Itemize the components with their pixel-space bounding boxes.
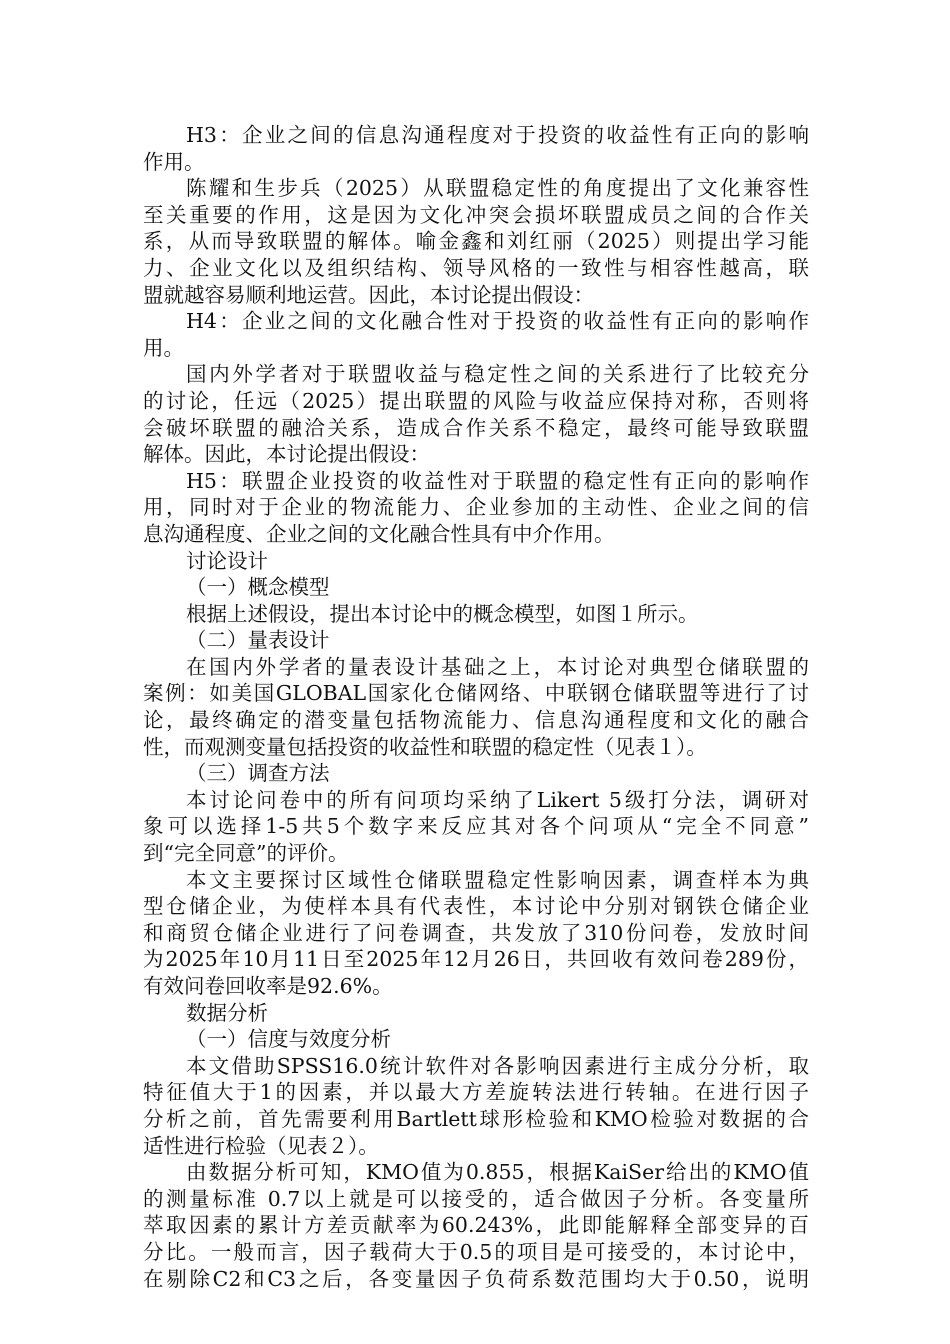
text-line: （一）信度与效度分析	[186, 1027, 391, 1052]
text-line: 象可以选择1-5共5个数字来反应其对各个问项从“完全不同意”	[143, 814, 809, 839]
text-line: 分比。一般而言，因子载荷大于0.5的项目是可接受的，本讨论中，	[143, 1239, 809, 1264]
text-line: 作用。	[143, 149, 205, 174]
text-line: 的测量标准 0.7以上就是可以接受的，适合做因子分析。各变量所	[143, 1186, 809, 1211]
document-body	[143, 122, 809, 1292]
text-line: H3：企业之间的信息沟通程度对于投资的收益性有正向的影响	[186, 123, 809, 147]
text-line: 息沟通程度、企业之间的文化融合性具有中介作用。	[143, 521, 615, 546]
text-line: H5：联盟企业投资的收益性对于联盟的稳定性有正向的影响作	[186, 468, 809, 493]
text-line: 由数据分析可知，KMO值为0.855，根据KaiSer给出的KMO值	[186, 1160, 809, 1185]
text-line: 适性进行检验（见表２）。	[143, 1133, 379, 1158]
text-line: 根据上述假设，提出本讨论中的概念模型，如图１所示。	[186, 601, 699, 626]
text-line: 论，最终确定的潜变量包括物流能力、信息沟通程度和文化的融合	[143, 708, 809, 733]
text-line: 讨论设计	[186, 548, 268, 573]
text-line: 特征值大于1的因素，并以最大方差旋转法进行转轴。在进行因子	[143, 1080, 809, 1105]
text-line: 本讨论问卷中的所有问项均采纳了Likert 5级打分法，调研对	[186, 787, 809, 812]
text-line: 力、企业文化以及组织结构、领导风格的一致性与相容性越高，联	[143, 255, 809, 280]
text-line: 本文借助SPSS16.0统计软件对各影响因素进行主成分分析，取	[186, 1053, 809, 1078]
text-line: 有效问卷回收率是92.6%。	[143, 974, 393, 998]
text-line: （二）量表设计	[186, 628, 330, 653]
text-line: H4：企业之间的文化融合性对于投资的收益性有正向的影响作	[186, 309, 809, 334]
text-line: 系，从而导致联盟的解体。喻金鑫和刘红丽（2025）则提出学习能	[143, 229, 809, 254]
text-line: 在剔除C2和C3之后，各变量因子负荷系数范围均大于0.50，说明	[143, 1266, 809, 1291]
text-line: 陈耀和生步兵（2025）从联盟稳定性的角度提出了文化兼容性	[186, 176, 809, 201]
text-line: 为2025年10月11日至2025年12月26日，共回收有效问卷289份，	[143, 947, 809, 972]
text-line: 用。	[143, 335, 184, 360]
text-line: 型仓储企业，为使样本具有代表性，本讨论中分别对钢铁仓储企业	[143, 894, 809, 919]
text-line: 到“完全同意”的评价。	[143, 841, 349, 866]
text-line: 性，而观测变量包括投资的收益性和联盟的稳定性（见表１）。	[143, 734, 707, 759]
text-line: 数据分析	[186, 1000, 268, 1025]
text-line: 会破坏联盟的融洽关系，造成合作关系不稳定，最终可能导致联盟	[143, 415, 809, 440]
text-line: （一）概念模型	[186, 575, 330, 600]
text-line: 分析之前，首先需要利用Bartlett球形检验和KMO检验对数据的合	[143, 1106, 809, 1131]
text-line: 本文主要探讨区域性仓储联盟稳定性影响因素，调查样本为典	[186, 867, 809, 892]
text-line: 案例：如美国GLOBAL国家化仓储网络、中联钢仓储联盟等进行了讨	[143, 681, 809, 706]
text-line: 在国内外学者的量表设计基础之上，本讨论对典型仓储联盟的	[186, 654, 809, 679]
text-line: 的讨论，任远（2025）提出联盟的风险与收益应保持对称，否则将	[143, 388, 809, 413]
text-line: 盟就越容易顺利地运营。因此，本讨论提出假设：	[143, 282, 594, 307]
text-line: 解体。因此，本讨论提出假设：	[143, 442, 430, 467]
text-line: 至关重要的作用，这是因为文化冲突会损坏联盟成员之间的合作关	[143, 202, 809, 227]
text-line: （三）调查方法	[186, 761, 330, 786]
text-line: 用，同时对于企业的物流能力、企业参加的主动性、企业之间的信	[143, 495, 809, 520]
text-line: 国内外学者对于联盟收益与稳定性之间的关系进行了比较充分	[186, 362, 809, 387]
text-line: 萃取因素的累计方差贡献率为60.243%，此即能解释全部变异的百	[143, 1213, 809, 1238]
text-line: 和商贸仓储企业进行了问卷调查，共发放了310份问卷，发放时间	[143, 920, 809, 945]
